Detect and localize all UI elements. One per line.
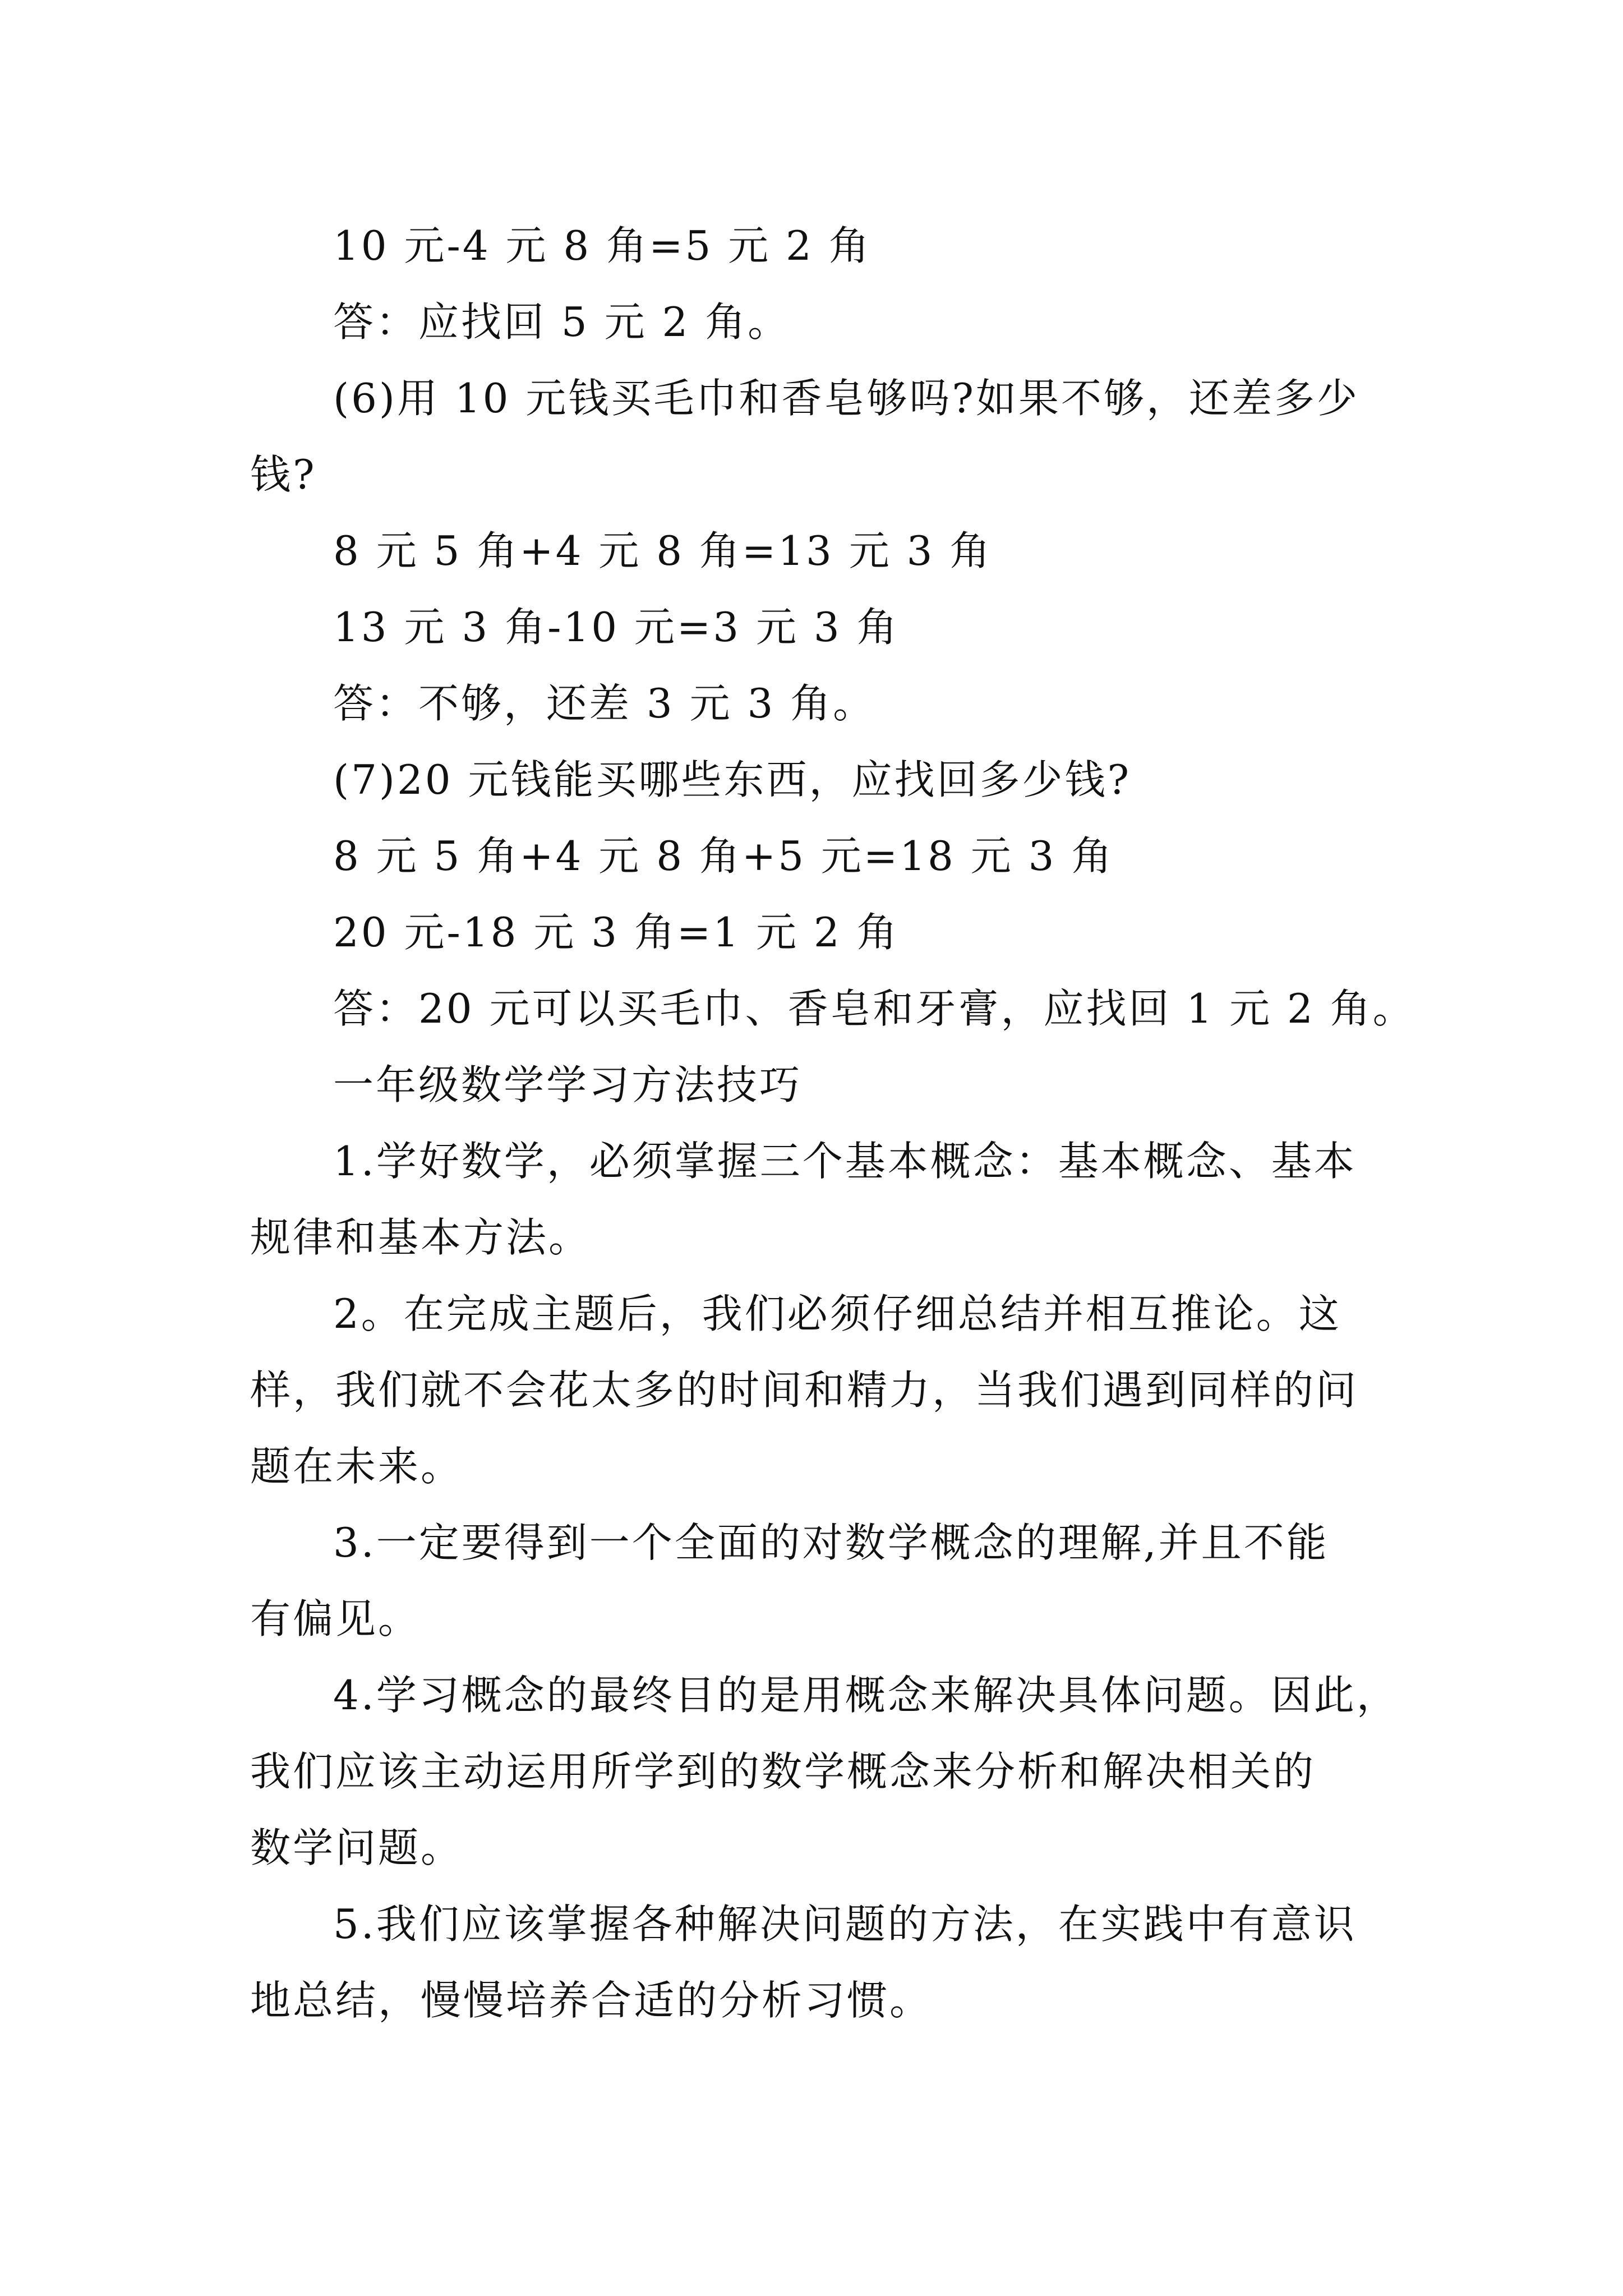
text-line: (7)20 元钱能买哪些东西，应找回多少钱? [333, 756, 1132, 803]
text-line: 钱? [250, 451, 317, 498]
text-line: 答：不够，还差 3 元 3 角。 [333, 680, 876, 727]
text-line: 13 元 3 角-10 元=3 元 3 角 [333, 604, 900, 651]
text-line: 地总结，慢慢培养合适的分析习惯。 [250, 1977, 933, 2024]
text-line: 数学问题。 [250, 1824, 464, 1871]
text-line: 样，我们就不会花太多的时间和精力，当我们遇到同样的问 [250, 1366, 1359, 1414]
text-line: 我们应该主动运用所学到的数学概念来分析和解决相关的 [250, 1748, 1316, 1795]
text-line: 2。在完成主题后，我们必须仔细总结并相互推论。这 [333, 1290, 1341, 1337]
text-line: 规律和基本方法。 [250, 1214, 592, 1261]
text-line: 题在未来。 [250, 1443, 464, 1490]
document-body [250, 208, 1415, 2039]
text-line: 答：20 元可以买毛巾、香皂和牙膏，应找回 1 元 2 角。 [333, 985, 1415, 1032]
text-line: 答：应找回 5 元 2 角。 [333, 298, 791, 346]
text-line: 10 元-4 元 8 角=5 元 2 角 [333, 222, 872, 269]
text-line: 4.学习概念的最终目的是用概念来解决具体问题。因此， [333, 1672, 1399, 1719]
text-line: 8 元 5 角+4 元 8 角=13 元 3 角 [333, 527, 993, 574]
text-line: 5.我们应该掌握各种解决问题的方法，在实践中有意识 [333, 1901, 1357, 1948]
text-line: 1.学好数学，必须掌握三个基本概念：基本概念、基本 [333, 1138, 1357, 1185]
text-line: 有偏见。 [250, 1595, 421, 1642]
text-line: 20 元-18 元 3 角=1 元 2 角 [333, 909, 900, 956]
text-line: 3.一定要得到一个全面的对数学概念的理解,并且不能 [333, 1519, 1329, 1566]
text-line: (6)用 10 元钱买毛巾和香皂够吗?如果不够，还差多少 [333, 375, 1359, 422]
section-heading: 一年级数学学习方法技巧 [333, 1061, 803, 1108]
text-line: 8 元 5 角+4 元 8 角+5 元=18 元 3 角 [333, 832, 1114, 880]
